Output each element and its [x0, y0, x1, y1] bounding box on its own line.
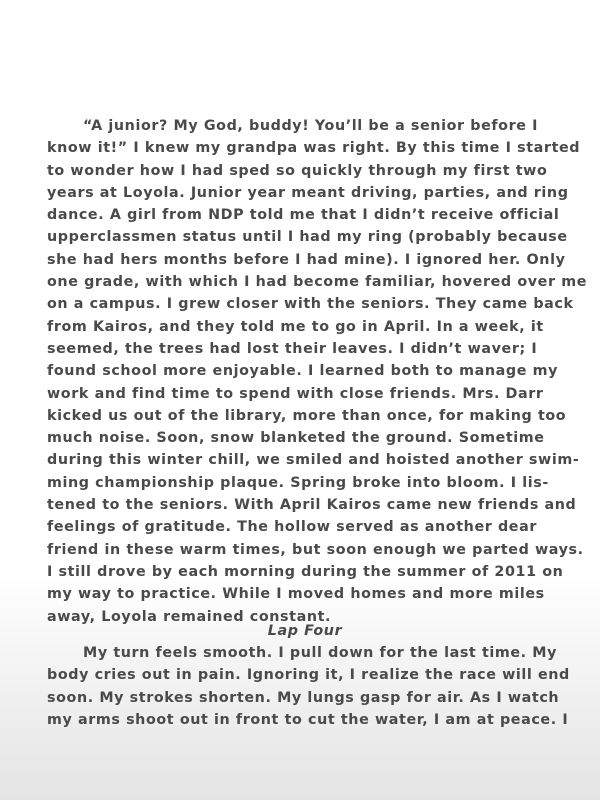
paragraph-line: tened to the seniors. With April Kairos came new friends and — [47, 497, 577, 514]
paragraph-line: away, Loyola remained constant. — [47, 608, 332, 625]
paragraph-line: feelings of gratitude. The hollow served as another dear — [47, 519, 537, 536]
section-heading: Lap Four — [267, 623, 343, 639]
paragraph-line: found school more enjoyable. I learned both to manage my — [47, 363, 558, 380]
paragraph-line: friend in these warm times, but soon enough we parted ways. — [47, 541, 584, 558]
paragraph-line: I still drove by each morning during the summer of 2011 on — [47, 563, 564, 580]
paragraph-line: work and find time to spend with close friends. Mrs. Darr — [47, 385, 544, 402]
paragraph-line: “A junior? My God, buddy! You’ll be a senior before I — [83, 118, 539, 134]
paragraph-line: she had hers months before I had mine). I ignored her. Only — [47, 251, 566, 268]
paragraph-line: from Kairos, and they told me to go in April. In a week, it — [47, 318, 544, 335]
paragraph-line: one grade, with which I had become familiar, hovered over me — [47, 274, 587, 291]
paragraph-line: years at Loyola. Junior year meant driving, parties, and ring — [47, 184, 569, 201]
paragraph-line: dance. A girl from NDP told me that I didn’t receive official — [47, 207, 560, 224]
body-paragraph-1 — [47, 115, 587, 628]
paragraph-line: ming championship plaque. Spring broke into bloom. I lis- — [47, 474, 549, 491]
paragraph-line: kicked us out of the library, more than once, for making too — [47, 407, 567, 424]
paragraph-line: soon. My strokes shorten. My lungs gasp for air. As I watch — [47, 689, 560, 706]
body-paragraph-2 — [47, 642, 570, 731]
paragraph-line: much noise. Soon, snow blanketed the ground. Sometime — [47, 430, 545, 447]
paragraph-line: on a campus. I grew closer with the seniors. They came back — [47, 296, 574, 313]
paragraph-line: upperclassmen status until I had my ring (probably because — [47, 229, 568, 246]
paragraph-line: during this winter chill, we smiled and hoisted another swim- — [47, 452, 580, 469]
paragraph-line: seemed, the trees had lost their leaves. I didn’t waver; I — [47, 340, 538, 357]
paragraph-line: my arms shoot out in front to cut the water, I am at peace. I — [47, 711, 569, 728]
paragraph-line: know it!” I knew my grandpa was right. By this time I started — [47, 140, 581, 157]
paragraph-line: body cries out in pain. Ignoring it, I realize the race will end — [47, 667, 570, 684]
paragraph-line: My turn feels smooth. I pull down for the last time. My — [83, 645, 558, 661]
paragraph-line: my way to practice. While I moved homes and more miles — [47, 586, 545, 603]
paragraph-line: to wonder how I had sped so quickly through my first two — [47, 162, 548, 179]
